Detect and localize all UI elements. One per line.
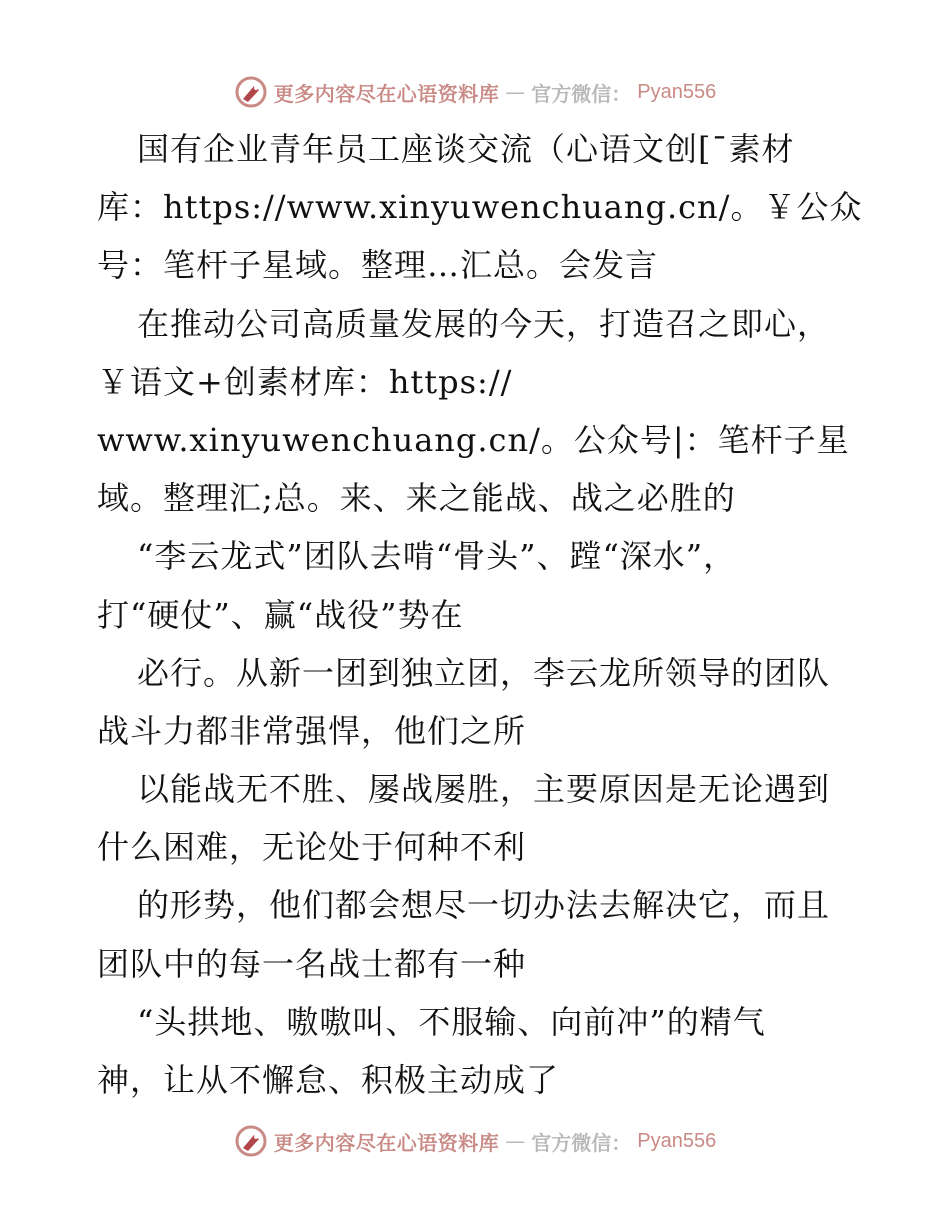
text-line: 域。整理汇;总。来、来之能战、战之必胜的 [97, 479, 736, 518]
text-line: 团队中的每一名战士都有一种 [97, 944, 527, 983]
banner-official-label: 官方微信： [531, 81, 632, 106]
pen-nib-logo-icon [234, 75, 268, 109]
text-line: 神，让从不懈怠、积极主动成了 [97, 1061, 560, 1099]
text-line: “李云龙式”团队去啃“骨头”、蹚“深水”， [137, 537, 737, 576]
banner-official-label: 官方微信： [531, 1130, 632, 1155]
banner-dash: — [505, 80, 526, 104]
banner-dash: — [505, 1129, 526, 1153]
text-line: 国有企业青年员工座谈交流（心语文创[ˉ素材 [137, 130, 795, 168]
text-line: www.xinyuwenchuang.cn/。公众号|：笔杆子星 [97, 420, 850, 459]
document-body [97, 120, 863, 1109]
pen-nib-logo-icon [234, 1124, 268, 1158]
banner-wechat-id: Pyan556 [637, 1129, 717, 1152]
text-line: 库：https://www.xinyuwenchuang.cn/。￥公众 [97, 188, 863, 227]
text-line: ￥语文+创素材库：https:// [97, 362, 513, 401]
text-line: 在推动公司高质量发展的今天，打造召之即心， [137, 304, 831, 343]
banner-slogan: 更多内容尽在心语资料库 [273, 1130, 500, 1155]
text-line: “头拱地、嗷嗷叫、不服输、向前冲”的精气 [137, 1002, 766, 1041]
text-line: 必行。从新一团到独立团，李云龙所领导的团队 [137, 653, 831, 692]
footer-banner [0, 1121, 950, 1161]
text-line: 以能战无不胜、屡战屡胜，主要原因是无论遇到 [137, 770, 831, 809]
text-line: 号：笔杆子星域。整理…汇总。会发言 [97, 246, 659, 285]
text-line: 打“硬仗”、赢“战役”势在 [97, 595, 464, 634]
header-banner [0, 72, 950, 112]
text-line: 战斗力都非常强悍，他们之所 [97, 711, 527, 750]
text-line: 的形势，他们都会想尽一切办法去解决它，而且 [137, 886, 831, 925]
banner-wechat-id: Pyan556 [637, 80, 717, 103]
banner-slogan: 更多内容尽在心语资料库 [273, 81, 500, 106]
text-line: 什么困难，无论处于何种不利 [97, 828, 527, 867]
